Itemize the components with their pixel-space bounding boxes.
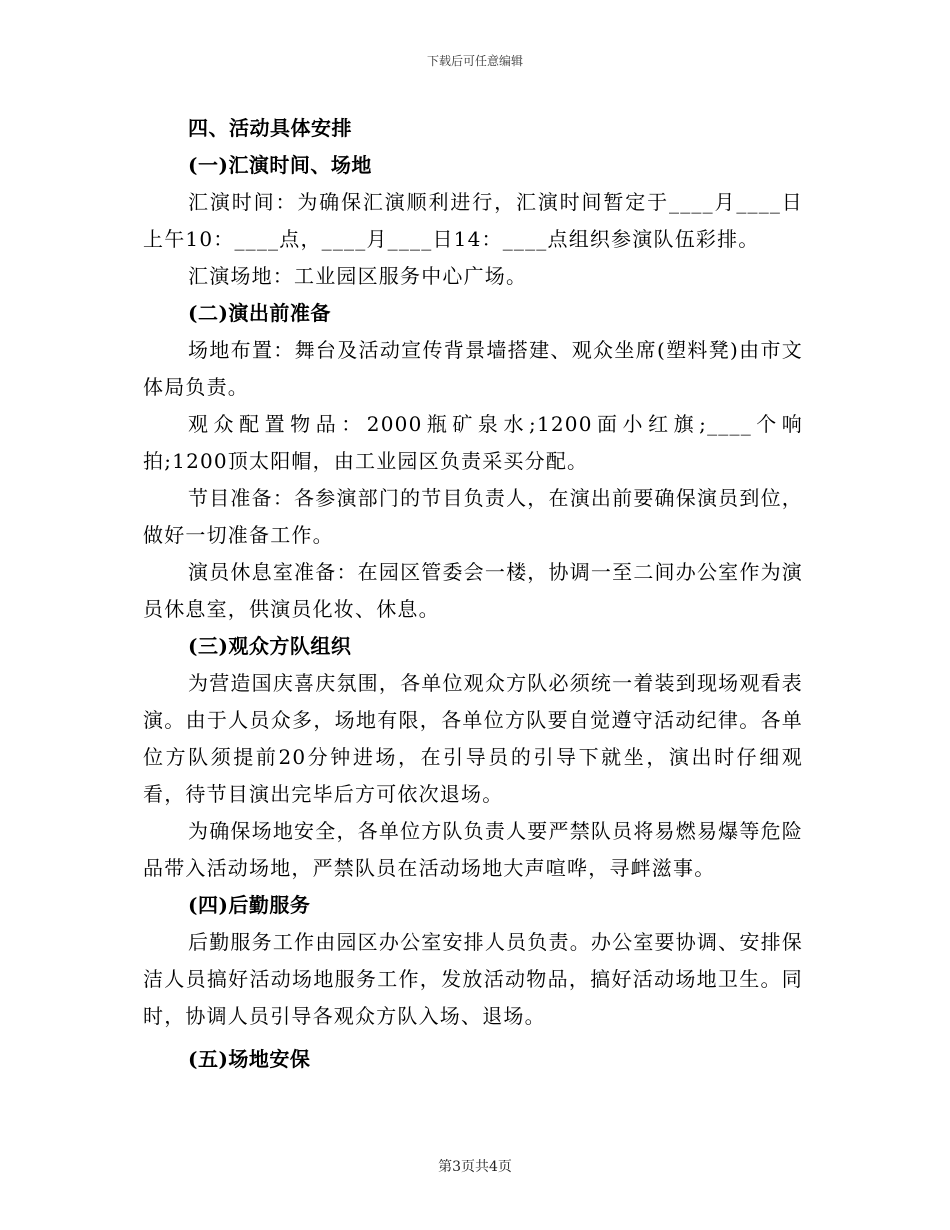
paragraph-performance-time: 汇演时间：为确保汇演顺利进行，汇演时间暂定于____月____日上午10：____点，____月____日14：____点组织参演队伍彩排。 (143, 190, 803, 251)
paragraph-audience-organization: 为营造国庆喜庆氛围，各单位观众方队必须统一着装到现场观看表演。由于人员众多，场地有限，各单位方队要自觉遵守活动纪律。各单位方队须提前20分钟进场，在引导员的引导下就坐，演出时仔细观看，待节目演出完毕后方可依次退场。 (143, 671, 803, 806)
subsection-heading-5: (五)场地安保 (188, 1047, 311, 1071)
paragraph-performance-venue: 汇演场地：工业园区服务中心广场。 (188, 264, 528, 288)
page-header: 下载后可任意编辑 (426, 54, 523, 68)
subsection-heading-4: (四)后勤服务 (188, 893, 311, 917)
section-heading-4: 四、活动具体安排 (188, 116, 352, 140)
page-footer: 第3页共4页 (438, 1159, 512, 1175)
document-body (143, 110, 803, 1078)
paragraph-rest-room: 演员休息室准备：在园区管委会一楼，协调一至二间办公室作为演员休息室，供演员化妆、休息。 (143, 560, 803, 621)
paragraph-venue-setup: 场地布置：舞台及活动宣传背景墙搭建、观众坐席(塑料凳)由市文体局负责。 (143, 338, 803, 399)
subsection-heading-2: (二)演出前准备 (188, 301, 331, 325)
paragraph-logistics: 后勤服务工作由园区办公室安排人员负责。办公室要协调、安排保洁人员搞好活动场地服务工作，发放活动物品，搞好活动场地卫生。同时，协调人员引导各观众方队入场、退场。 (143, 930, 803, 1028)
subsection-heading-1: (一)汇演时间、场地 (188, 153, 372, 177)
paragraph-program-prep: 节目准备：各参演部门的节目负责人，在演出前要确保演员到位，做好一切准备工作。 (143, 486, 803, 547)
subsection-heading-3: (三)观众方队组织 (188, 634, 352, 658)
paragraph-safety: 为确保场地安全，各单位方队负责人要严禁队员将易燃易爆等危险品带入活动场地，严禁队员在活动场地大声喧哗，寻衅滋事。 (143, 819, 803, 880)
paragraph-audience-supplies: 观众配置物品：2000瓶矿泉水;1200面小红旗;____个响拍;1200顶太阳帽，由工业园区负责采买分配。 (143, 412, 803, 473)
